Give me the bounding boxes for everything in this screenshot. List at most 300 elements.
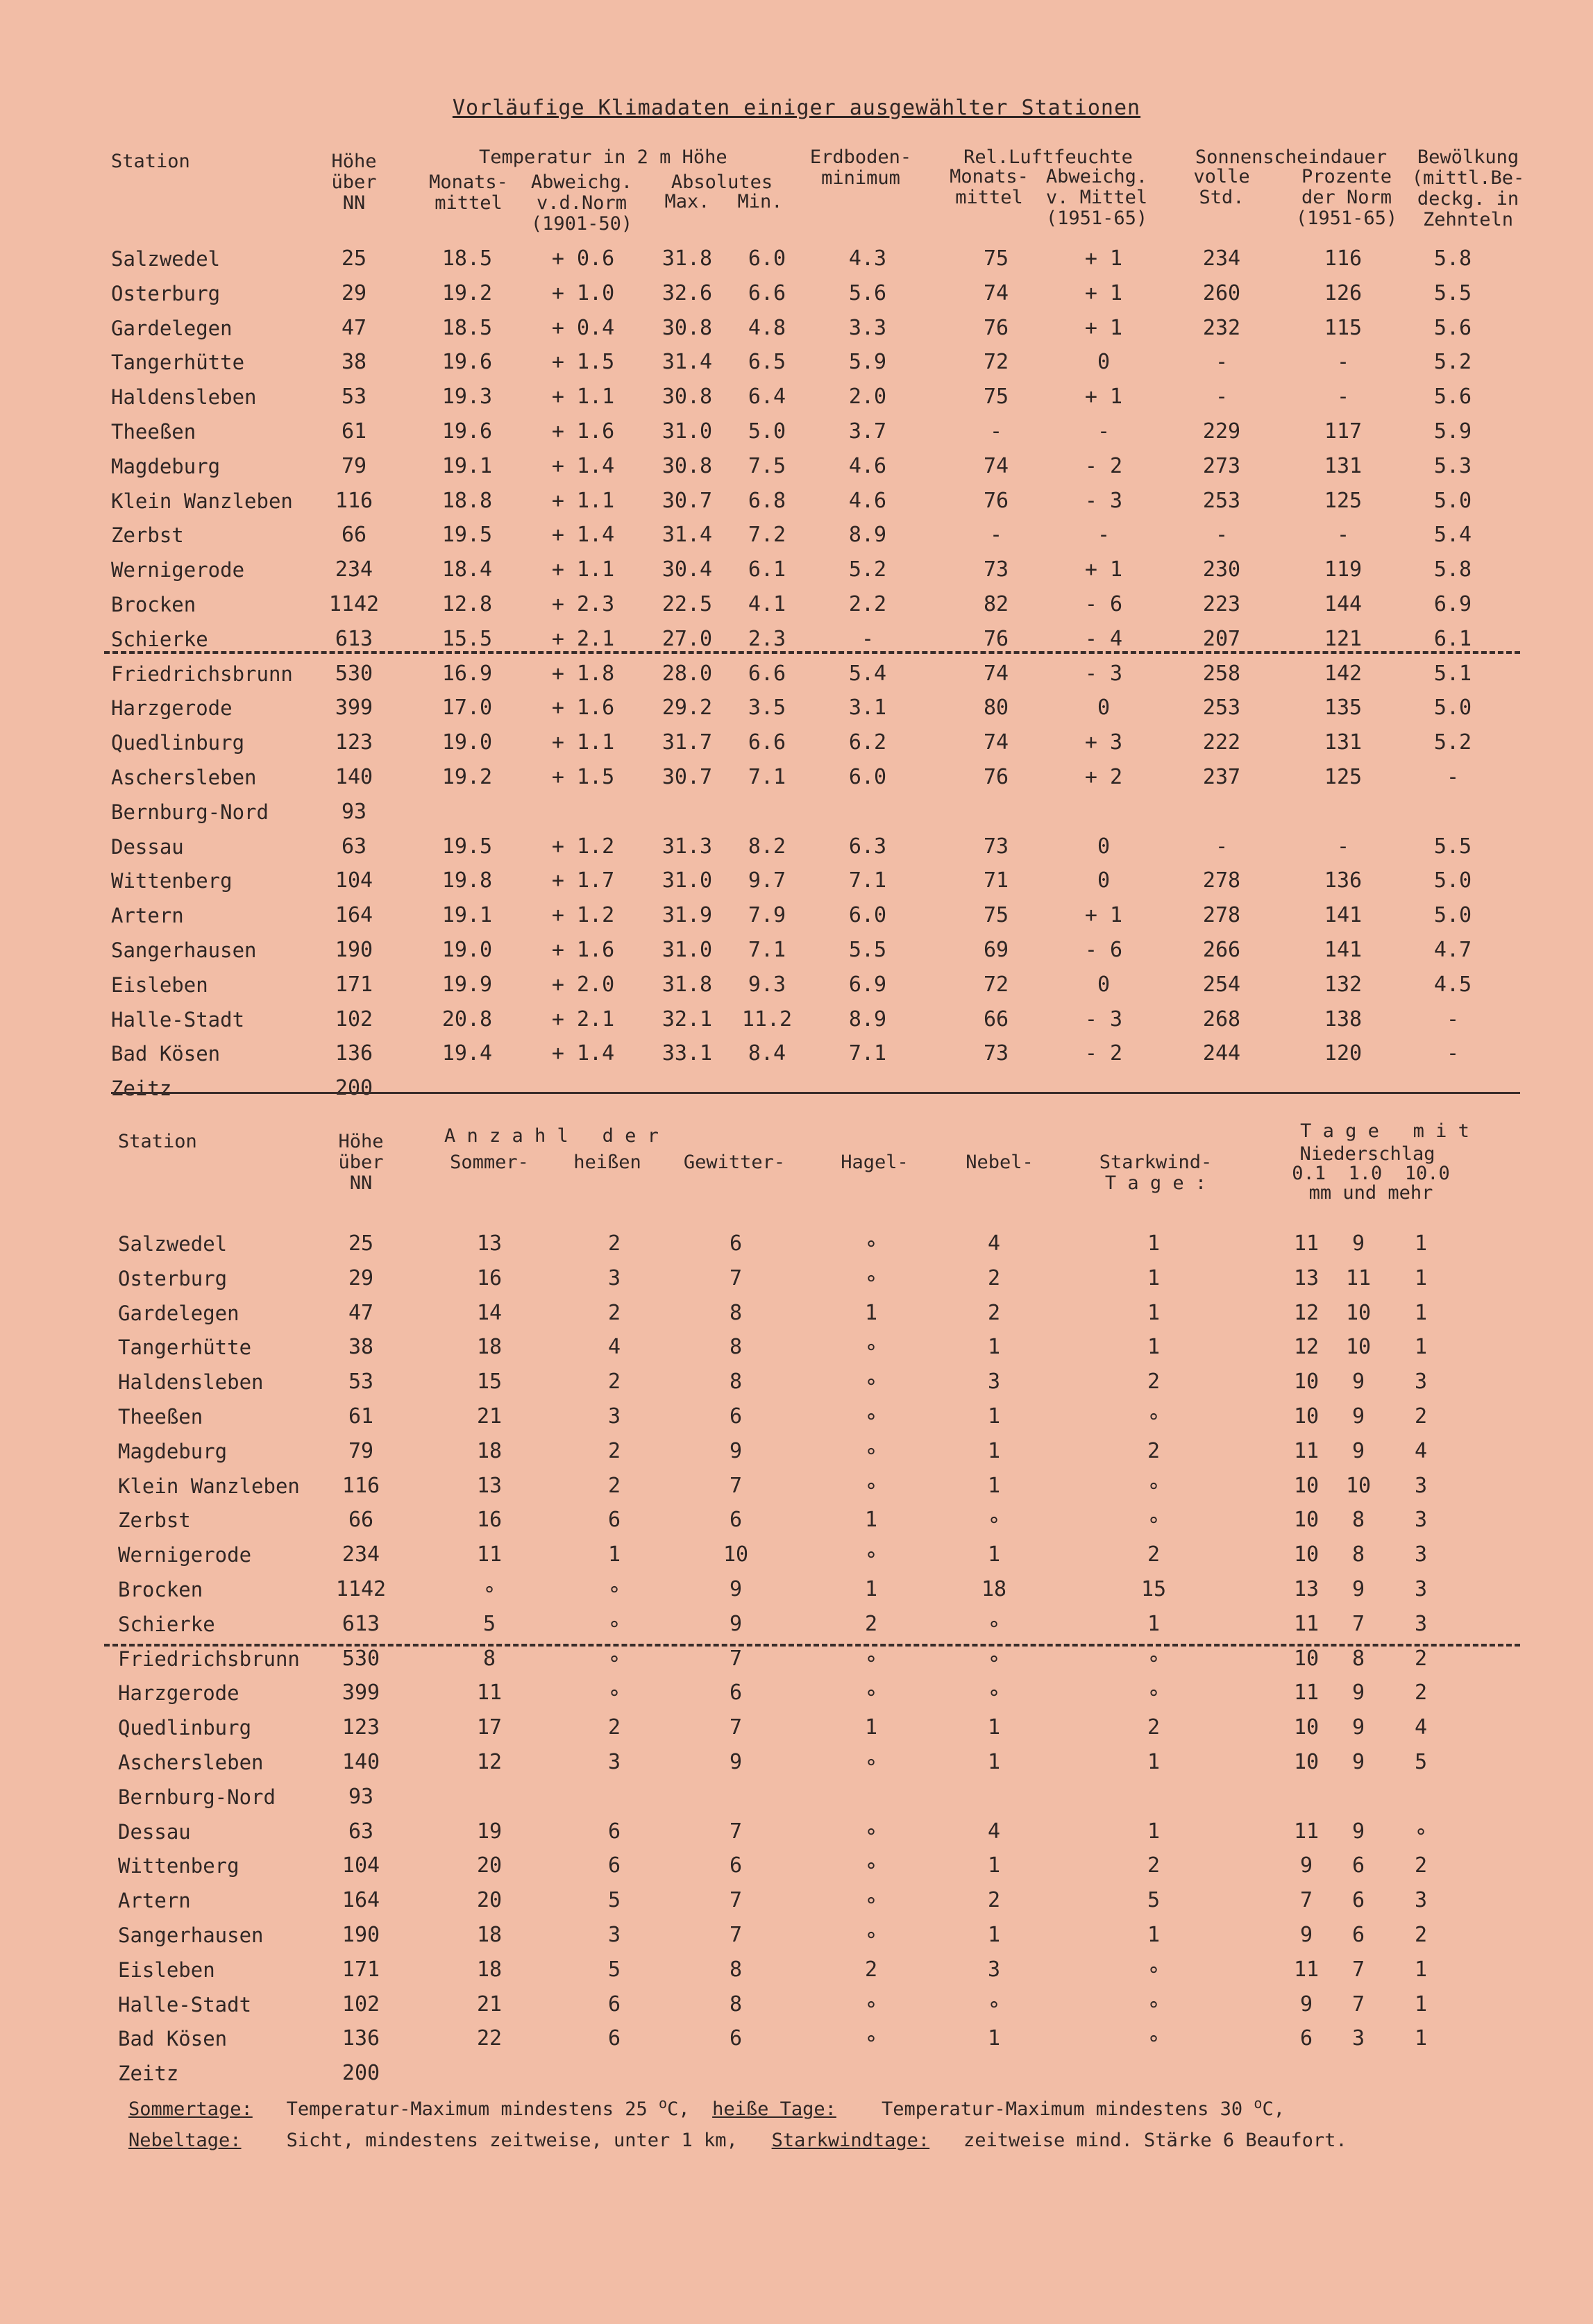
t1-cell-abweichung: + 1.6	[551, 696, 615, 720]
t1-cell-sonne-volle: -	[1215, 385, 1229, 409]
t2-cell-hagel: ∘	[864, 1404, 878, 1429]
t2-cell-nd-1-0: 7	[1351, 1992, 1365, 2016]
t1-cell-monatsmittel: 19.5	[441, 523, 493, 547]
note-nebeltage	[128, 2130, 1347, 2151]
t2-cell-hoehe: 200	[342, 2061, 380, 2085]
t2-cell-hoehe: 164	[342, 1888, 380, 1912]
t2-cell-nd-0-1: 13	[1293, 1266, 1320, 1290]
t2-cell-nebel: ∘	[987, 1681, 1001, 1705]
t1-cell-erdboden: 6.9	[848, 972, 887, 997]
t2-cell-hoehe: 104	[342, 1853, 380, 1878]
col-header-heissen: heißen	[573, 1152, 641, 1173]
t2-cell-nd-10-0: 2	[1414, 1681, 1428, 1705]
t2-cell-starkwind: 1	[1147, 1231, 1161, 1256]
t1-cell-max: 31.8	[661, 972, 713, 997]
t1-cell-bewoelkung: 6.9	[1433, 592, 1472, 616]
t1-cell-rel-abweichung: + 1	[1084, 316, 1123, 340]
t1-cell-station: Bad Kösen	[111, 1042, 221, 1066]
t1-cell-erdboden: 5.5	[848, 938, 887, 962]
t2-cell-nd-0-1: 7	[1299, 1888, 1313, 1912]
t2-cell-nd-10-0: 4	[1414, 1715, 1428, 1740]
t2-cell-hoehe: 123	[342, 1715, 380, 1740]
col-header-bewoelkung: Zehnteln	[1422, 209, 1514, 230]
t2-cell-nebel: 3	[987, 1370, 1001, 1394]
t2-cell-hagel: ∘	[864, 1681, 878, 1705]
t1-cell-bewoelkung: 5.8	[1433, 557, 1472, 582]
t2-cell-nd-1-0: 6	[1351, 1923, 1365, 1947]
t2-cell-nd-10-0: 1	[1414, 2026, 1428, 2051]
t2-cell-heissen: 6	[607, 1508, 621, 1532]
t1-cell-sonne-volle: -	[1215, 350, 1229, 374]
t1-cell-station: Theeßen	[111, 420, 196, 444]
t1-cell-rel-monatsmittel: -	[989, 523, 1003, 547]
t1-cell-max: 31.7	[661, 730, 713, 755]
t2-cell-sommer: 20	[476, 1853, 503, 1878]
t1-cell-min: 6.6	[748, 662, 786, 686]
t1-cell-abweichung: + 1.6	[551, 938, 615, 962]
t1-cell-monatsmittel: 17.0	[441, 696, 493, 720]
t1-cell-sonne-prozente: 135	[1324, 696, 1363, 720]
t1-cell-rel-monatsmittel: 73	[983, 834, 1009, 859]
col-header-absolutes: Absolutes	[671, 171, 773, 193]
t1-cell-bewoelkung: -	[1446, 765, 1460, 789]
t2-cell-nd-10-0: 5	[1414, 1750, 1428, 1774]
t1-cell-abweichung: + 1.1	[551, 557, 615, 582]
t1-cell-sonne-prozente: -	[1336, 350, 1350, 374]
t2-cell-gewitter: 7	[729, 1923, 743, 1947]
t1-cell-monatsmittel: 18.5	[441, 316, 493, 340]
col-header-erdboden: minimum	[821, 167, 900, 189]
t2-cell-hoehe: 102	[342, 1992, 380, 2016]
t1-cell-abweichung: + 2.0	[551, 972, 615, 997]
t1-cell-min: 8.2	[748, 834, 786, 859]
t2-cell-nd-1-0: 9	[1351, 1750, 1365, 1774]
t2-cell-gewitter: 9	[729, 1612, 743, 1636]
t1-cell-monatsmittel: 19.5	[441, 834, 493, 859]
t2-cell-hagel: ∘	[864, 1819, 878, 1844]
t1-cell-max: 31.0	[661, 868, 713, 893]
t1-cell-sonne-prozente: 132	[1324, 972, 1363, 997]
t2-cell-hagel: 2	[864, 1612, 878, 1636]
col-header-rel-abweichung: (1951-65)	[1045, 208, 1148, 229]
t1-cell-erdboden: 8.9	[848, 523, 887, 547]
t1-cell-rel-abweichung: + 1	[1084, 557, 1123, 582]
t1-cell-max: 31.0	[661, 938, 713, 962]
t2-cell-heissen: ∘	[607, 1577, 621, 1601]
t2-cell-nd-0-1: 10	[1293, 1370, 1320, 1394]
t2-cell-starkwind: ∘	[1147, 1508, 1161, 1532]
t2-cell-hoehe: 136	[342, 2026, 380, 2051]
t1-cell-rel-abweichung: + 1	[1084, 281, 1123, 305]
t1-cell-rel-abweichung: - 2	[1084, 454, 1123, 478]
t1-cell-sonne-volle: 258	[1202, 662, 1241, 686]
t2-cell-hagel: ∘	[864, 1853, 878, 1878]
col-header-monatsmittel: mittel	[435, 192, 503, 214]
t2-cell-gewitter: 6	[729, 1853, 743, 1878]
t1-cell-bewoelkung: 5.0	[1433, 696, 1472, 720]
col-header-sonne-prozente: Prozente	[1301, 166, 1392, 187]
t1-cell-max: 31.0	[661, 419, 713, 444]
t2-cell-station: Artern	[118, 1889, 191, 1912]
t2-cell-hagel: ∘	[864, 1923, 878, 1947]
t2-cell-station: Aschersleben	[118, 1751, 264, 1774]
t1-cell-max: 33.1	[661, 1041, 713, 1066]
t2-cell-nd-1-0: 9	[1351, 1577, 1365, 1601]
t2-cell-hagel: ∘	[864, 1888, 878, 1912]
t1-cell-station: Brocken	[111, 593, 196, 616]
t1-cell-hoehe: 140	[335, 765, 373, 789]
t2-cell-heissen: 6	[607, 2026, 621, 2051]
t2-cell-station: Dessau	[118, 1820, 191, 1844]
t1-cell-rel-abweichung: + 1	[1084, 903, 1123, 927]
t1-cell-min: 4.1	[748, 592, 786, 616]
t1-cell-rel-monatsmittel: 76	[983, 765, 1009, 789]
t1-cell-sonne-prozente: 144	[1324, 592, 1363, 616]
t1-cell-rel-monatsmittel: 73	[983, 557, 1009, 582]
t2-cell-sommer: 14	[476, 1301, 503, 1325]
t2-cell-nebel: 1	[987, 1335, 1001, 1359]
t2-cell-nd-1-0: 10	[1345, 1335, 1372, 1359]
col-header-rel-monatsmittel: Monats-	[950, 166, 1029, 187]
col-header-bewoelkung: (mittl.Be-	[1411, 167, 1525, 189]
t1-cell-abweichung: + 2.1	[551, 627, 615, 651]
col-header-bewoelkung: Bewölkung	[1417, 146, 1519, 168]
t1-cell-abweichung: + 1.2	[551, 834, 615, 859]
t1-cell-station: Eisleben	[111, 973, 208, 997]
t2-cell-nd-1-0: 9	[1351, 1715, 1365, 1740]
t2-cell-sommer: 21	[476, 1404, 503, 1429]
col-header-hagel: Hagel-	[841, 1152, 909, 1173]
col-header-station: Station	[111, 151, 190, 172]
t1-cell-erdboden: 2.0	[848, 385, 887, 409]
t1-cell-rel-abweichung: 0	[1097, 972, 1111, 997]
t1-cell-min: 7.5	[748, 454, 786, 478]
t1-cell-hoehe: 190	[335, 938, 373, 962]
t2-cell-hoehe: 47	[348, 1301, 374, 1325]
t2-cell-gewitter: 8	[729, 1992, 743, 2016]
t1-cell-erdboden: 8.9	[848, 1007, 887, 1032]
t1-cell-station: Artern	[111, 904, 184, 927]
t2-cell-nd-10-0: 2	[1414, 1853, 1428, 1878]
t1-cell-monatsmittel: 19.2	[441, 765, 493, 789]
t1-cell-rel-monatsmittel: 82	[983, 592, 1009, 616]
col-header-starkwind: T a g e :	[1104, 1172, 1207, 1194]
t2-cell-nd-1-0: 6	[1351, 1888, 1365, 1912]
t2-cell-station: Bernburg-Nord	[118, 1785, 276, 1809]
t1-cell-station: Gardelegen	[111, 317, 233, 340]
t1-cell-hoehe: 234	[335, 557, 373, 582]
t2-cell-hagel: ∘	[864, 1335, 878, 1359]
t2-cell-nebel: ∘	[987, 1647, 1001, 1671]
t2-cell-starkwind: ∘	[1147, 1957, 1161, 1982]
t1-cell-rel-abweichung: + 2	[1084, 765, 1123, 789]
t1-cell-monatsmittel: 19.4	[441, 1041, 493, 1066]
t2-cell-nd-1-0: 9	[1351, 1681, 1365, 1705]
t2-cell-nebel: 2	[987, 1266, 1001, 1290]
t2-cell-gewitter: 8	[729, 1957, 743, 1982]
t1-cell-abweichung: + 1.0	[551, 281, 615, 305]
t2-cell-gewitter: 10	[723, 1542, 749, 1567]
t1-cell-max: 30.8	[661, 385, 713, 409]
t1-cell-sonne-prozente: 125	[1324, 489, 1363, 513]
t1-cell-erdboden: -	[861, 627, 875, 651]
t2-cell-station: Eisleben	[118, 1958, 215, 1982]
t2-cell-heissen: 4	[607, 1335, 621, 1359]
t2-cell-starkwind: 1	[1147, 1819, 1161, 1844]
t1-cell-rel-abweichung: + 1	[1084, 385, 1123, 409]
t1-cell-monatsmittel: 19.2	[441, 281, 493, 305]
t1-cell-rel-abweichung: - 6	[1084, 592, 1123, 616]
t2-cell-station: Zerbst	[118, 1508, 191, 1532]
t1-cell-sonne-volle: 207	[1202, 627, 1241, 651]
t2-cell-starkwind: 1	[1147, 1266, 1161, 1290]
t2-cell-heissen: 2	[607, 1370, 621, 1394]
col-header-nebel: Nebel-	[966, 1152, 1034, 1173]
t1-cell-station: Magdeburg	[111, 455, 221, 478]
t2-cell-gewitter: 8	[729, 1335, 743, 1359]
t2-cell-heissen: ∘	[607, 1612, 621, 1636]
t1-cell-rel-monatsmittel: 76	[983, 489, 1009, 513]
t2-cell-heissen: 2	[607, 1474, 621, 1498]
t1-cell-erdboden: 6.3	[848, 834, 887, 859]
col-header-sonne-volle: Std.	[1199, 187, 1245, 208]
t2-cell-station: Salzwedel	[118, 1232, 228, 1256]
t2-cell-nebel: 2	[987, 1301, 1001, 1325]
t2-cell-sommer: 18	[476, 1923, 503, 1947]
t1-cell-hoehe: 1142	[328, 592, 380, 616]
t1-cell-abweichung: + 1.5	[551, 765, 615, 789]
t2-cell-hoehe: 93	[348, 1785, 374, 1809]
t2-cell-sommer: 16	[476, 1508, 503, 1532]
t2-cell-hagel: ∘	[864, 1370, 878, 1394]
t2-cell-nd-10-0: 3	[1414, 1474, 1428, 1498]
t1-cell-monatsmittel: 15.5	[441, 627, 493, 651]
t1-cell-monatsmittel: 19.0	[441, 730, 493, 755]
t1-cell-hoehe: 171	[335, 972, 373, 997]
t2-cell-sommer: 21	[476, 1992, 503, 2016]
t2-cell-nd-0-1: 10	[1293, 1404, 1320, 1429]
t2-cell-starkwind: 2	[1147, 1715, 1161, 1740]
t2-cell-gewitter: 7	[729, 1819, 743, 1844]
t1-cell-sonne-prozente: -	[1336, 834, 1350, 859]
t1-cell-monatsmittel: 19.0	[441, 938, 493, 962]
t2-cell-nd-10-0: 3	[1414, 1577, 1428, 1601]
t1-cell-hoehe: 79	[341, 454, 367, 478]
t2-cell-gewitter: 7	[729, 1888, 743, 1912]
t2-cell-nebel: 4	[987, 1231, 1001, 1256]
t2-cell-nd-1-0: 7	[1351, 1612, 1365, 1636]
t2-cell-hagel: ∘	[864, 1750, 878, 1774]
t1-cell-max: 31.4	[661, 350, 713, 374]
t1-cell-monatsmittel: 19.6	[441, 419, 493, 444]
t2-cell-starkwind: 1	[1147, 1301, 1161, 1325]
t1-cell-erdboden: 5.4	[848, 662, 887, 686]
col-header-tage-mit: T a g e m i t	[1300, 1120, 1469, 1142]
t1-cell-erdboden: 7.1	[848, 1041, 887, 1066]
t1-cell-min: 9.7	[748, 868, 786, 893]
t2-cell-gewitter: 8	[729, 1370, 743, 1394]
t1-cell-erdboden: 5.2	[848, 557, 887, 582]
t2-cell-hoehe: 399	[342, 1681, 380, 1705]
t1-cell-bewoelkung: 5.2	[1433, 730, 1472, 755]
col-header-temperature-group: Temperatur in 2 m Höhe	[479, 146, 727, 168]
t1-cell-sonne-prozente: 121	[1324, 627, 1363, 651]
t2-cell-starkwind: 2	[1147, 1542, 1161, 1567]
t2-cell-gewitter: 6	[729, 1508, 743, 1532]
t1-cell-sonne-prozente: 142	[1324, 662, 1363, 686]
t1-cell-min: 8.4	[748, 1041, 786, 1066]
t1-cell-sonne-volle: 273	[1202, 454, 1241, 478]
t1-cell-sonne-prozente: 126	[1324, 281, 1363, 305]
t1-cell-sonne-volle: 234	[1202, 246, 1241, 271]
t2-cell-hagel: 1	[864, 1301, 878, 1325]
t1-cell-max: 28.0	[661, 662, 713, 686]
col-header-abweichung: v.d.Norm	[536, 192, 627, 214]
t2-cell-sommer: 8	[482, 1647, 496, 1671]
t1-cell-monatsmittel: 20.8	[441, 1007, 493, 1032]
t1-cell-sonne-volle: 260	[1202, 281, 1241, 305]
t2-cell-heissen: 3	[607, 1266, 621, 1290]
t2-cell-gewitter: 7	[729, 1715, 743, 1740]
t1-cell-sonne-prozente: 131	[1324, 454, 1363, 478]
t2-cell-station: Osterburg	[118, 1267, 228, 1290]
t2-cell-station: Tangerhütte	[118, 1336, 252, 1359]
t2-cell-nd-1-0: 6	[1351, 1853, 1365, 1878]
t1-cell-rel-monatsmittel: 72	[983, 972, 1009, 997]
t2-cell-starkwind: ∘	[1147, 1474, 1161, 1498]
t2-cell-station: Brocken	[118, 1578, 203, 1601]
t2-cell-heissen: ∘	[607, 1681, 621, 1705]
t1-cell-station: Osterburg	[111, 282, 221, 305]
t2-cell-hagel: ∘	[864, 1647, 878, 1671]
t1-cell-rel-abweichung: 0	[1097, 868, 1111, 893]
deg-c: C,	[667, 2098, 690, 2120]
col-header-sommer: Sommer-	[450, 1152, 529, 1173]
t1-cell-sonne-volle: 232	[1202, 316, 1241, 340]
t2-cell-hoehe: 29	[348, 1266, 374, 1290]
t2-cell-nd-0-1: 12	[1293, 1335, 1320, 1359]
t1-cell-max: 30.8	[661, 454, 713, 478]
t2-cell-nd-10-0: 1	[1414, 1266, 1428, 1290]
t1-cell-max: 30.8	[661, 316, 713, 340]
t1-cell-erdboden: 5.9	[848, 350, 887, 374]
note-sommertage-text: Temperatur-Maximum mindestens 25	[286, 2098, 648, 2120]
t1-cell-erdboden: 4.6	[848, 454, 887, 478]
t1-cell-hoehe: 102	[335, 1007, 373, 1032]
note-nebel-label: Nebeltage:	[128, 2130, 242, 2151]
t1-cell-sonne-prozente: 138	[1324, 1007, 1363, 1032]
col-header-starkwind: Starkwind-	[1099, 1152, 1213, 1173]
t1-cell-sonne-volle: 222	[1202, 730, 1241, 755]
t1-cell-min: 9.3	[748, 972, 786, 997]
t1-cell-max: 27.0	[661, 627, 713, 651]
t2-cell-nebel: 1	[987, 1715, 1001, 1740]
t2-cell-nd-1-0: 10	[1345, 1301, 1372, 1325]
t1-cell-rel-monatsmittel: 76	[983, 627, 1009, 651]
t1-cell-sonne-volle: 244	[1202, 1041, 1241, 1066]
t2-cell-hoehe: 53	[348, 1370, 374, 1394]
t1-cell-hoehe: 29	[341, 281, 367, 305]
t2-cell-station: Halle-Stadt	[118, 1993, 252, 2016]
t2-cell-nd-10-0: 3	[1414, 1508, 1428, 1532]
t2-cell-nd-0-1: 11	[1293, 1681, 1320, 1705]
t1-cell-sonne-prozente: 115	[1324, 316, 1363, 340]
t1-cell-station: Salzwedel	[111, 247, 221, 271]
col-header-niederschlag-units: mm und mehr	[1308, 1182, 1433, 1204]
t2-cell-starkwind: ∘	[1147, 1647, 1161, 1671]
t1-cell-monatsmittel: 19.1	[441, 903, 493, 927]
t1-cell-rel-abweichung: 0	[1097, 350, 1111, 374]
t2-cell-station: Schierke	[118, 1613, 215, 1636]
t2-cell-sommer: 22	[476, 2026, 503, 2051]
deg-c: C,	[1262, 2098, 1285, 2120]
t2-cell-nebel: ∘	[987, 1612, 1001, 1636]
col-header-station: Station	[118, 1131, 197, 1152]
t1-cell-erdboden: 7.1	[848, 868, 887, 893]
t2-cell-starkwind: 5	[1147, 1888, 1161, 1912]
col-header-bewoelkung: deckg. in	[1417, 188, 1519, 210]
col-header-rel-abweichung: Abweichg.	[1045, 166, 1148, 187]
t1-cell-hoehe: 104	[335, 868, 373, 893]
col-header-min: Min.	[737, 191, 783, 212]
t1-cell-hoehe: 200	[335, 1076, 373, 1100]
t2-cell-nd-10-0: 3	[1414, 1370, 1428, 1394]
t1-cell-monatsmittel: 19.1	[441, 454, 493, 478]
t2-cell-nebel: 18	[981, 1577, 1007, 1601]
t2-cell-nd-0-1: 10	[1293, 1474, 1320, 1498]
t1-cell-rel-abweichung: - 3	[1084, 662, 1123, 686]
t1-cell-erdboden: 6.0	[848, 765, 887, 789]
t1-cell-bewoelkung: 5.6	[1433, 385, 1472, 409]
t2-cell-station: Wittenberg	[118, 1854, 239, 1878]
t1-cell-station: Wernigerode	[111, 558, 245, 582]
t2-cell-station: Bad Kösen	[118, 2027, 228, 2051]
t2-cell-hagel: 1	[864, 1508, 878, 1532]
t2-cell-sommer: 13	[476, 1474, 503, 1498]
t2-cell-nebel: 1	[987, 1923, 1001, 1947]
t2-cell-hoehe: 234	[342, 1542, 380, 1567]
t2-cell-heissen: 2	[607, 1715, 621, 1740]
t2-cell-heissen: 3	[607, 1750, 621, 1774]
t2-cell-nd-1-0: 8	[1351, 1542, 1365, 1567]
t2-cell-nebel: 1	[987, 1404, 1001, 1429]
t1-cell-station: Haldensleben	[111, 385, 257, 409]
col-header-monatsmittel: Monats-	[429, 171, 508, 193]
t1-cell-monatsmittel: 19.9	[441, 972, 493, 997]
t2-cell-nebel: 3	[987, 1957, 1001, 1982]
t2-cell-sommer: 19	[476, 1819, 503, 1844]
t1-cell-bewoelkung: 5.5	[1433, 834, 1472, 859]
t1-cell-hoehe: 399	[335, 696, 373, 720]
page-title: Vorläufige Klimadaten einiger ausgewählter Stationen	[452, 96, 1141, 120]
t1-cell-min: 5.0	[748, 419, 786, 444]
t2-cell-heissen: 6	[607, 1819, 621, 1844]
t1-cell-rel-abweichung: -	[1097, 419, 1111, 444]
t1-cell-hoehe: 116	[335, 489, 373, 513]
t2-cell-nd-1-0: 9	[1351, 1404, 1365, 1429]
col-header-sonne-prozente: der Norm	[1301, 187, 1392, 208]
t1-cell-monatsmittel: 12.8	[441, 592, 493, 616]
t2-cell-gewitter: 6	[729, 1231, 743, 1256]
t1-cell-rel-monatsmittel: 69	[983, 938, 1009, 962]
t1-cell-bewoelkung: 5.8	[1433, 246, 1472, 271]
t2-cell-gewitter: 9	[729, 1750, 743, 1774]
t2-cell-nebel: 1	[987, 1439, 1001, 1463]
t2-cell-nd-1-0: 3	[1351, 2026, 1365, 2051]
t1-cell-sonne-volle: -	[1215, 523, 1229, 547]
t2-cell-station: Wernigerode	[118, 1543, 252, 1567]
t2-cell-gewitter: 6	[729, 1681, 743, 1705]
